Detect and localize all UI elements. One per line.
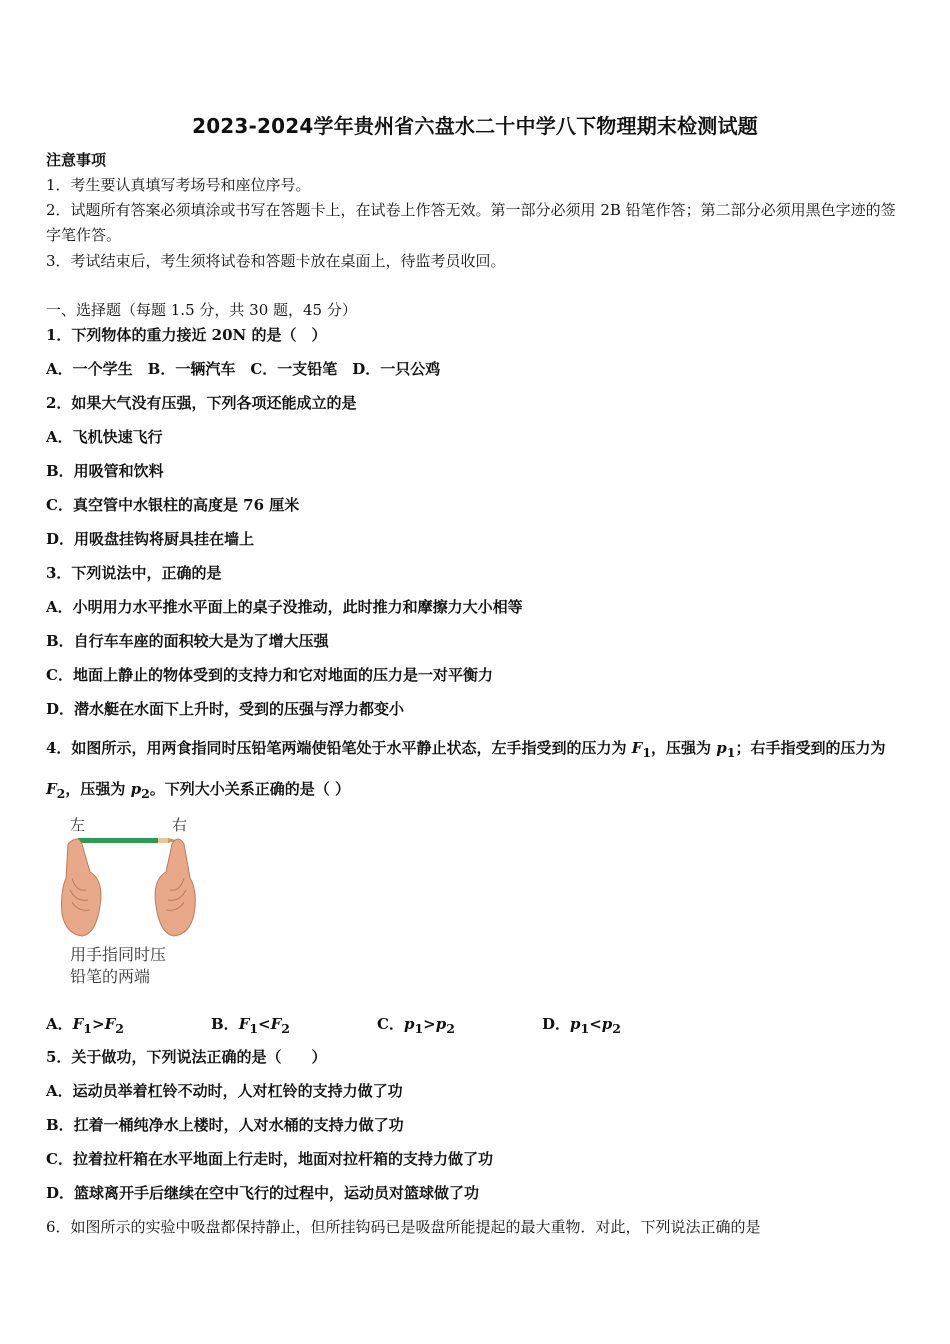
question-3-stem: 3．下列说法中，正确的是: [46, 564, 222, 582]
question-1-options: A．一个学生 B．一辆汽车 C．一支铅笔 D．一只公鸡: [46, 360, 441, 378]
question-1-stem: 1．下列物体的重力接近 20N 的是（ ）: [46, 326, 327, 344]
notice-item-1: 1．考生要认真填写考场号和座位序号。: [46, 176, 311, 194]
question-2-option-b: B．用吸管和饮料: [46, 462, 164, 480]
question-2-option-a: A．飞机快速飞行: [46, 428, 163, 446]
question-5-option-c: C．拉着拉杆箱在水平地面上行走时，地面对拉杆箱的支持力做了功: [46, 1150, 493, 1168]
hands-pressing-pencil-illustration: [60, 832, 210, 962]
question-5-stem: 5．关于做功，下列说法正确的是（ ）: [46, 1048, 327, 1066]
figure-label-left: 左: [70, 816, 86, 834]
question-4-options: [46, 1013, 746, 1035]
question-2-option-d: D．用吸盘挂钩将厨具挂在墙上: [46, 530, 255, 548]
question-4-stem: 4．如图所示，用两食指同时压铅笔两端使铅笔处于水平静止状态，左手指受到的压力为 $F_1$，压强为 $p_1$；右手指受到的压力为 $F_2$，压强为 $p_2$。下列大小关系正确的是（ ）: [46, 739, 886, 801]
question-4-option-c: C．$p_1>p_2$: [377, 1015, 455, 1036]
question-3-option-c: C．地面上静止的物体受到的支持力和它对地面的压力是一对平衡力: [46, 666, 493, 684]
question-5-option-b: B．扛着一桶纯净水上楼时，人对水桶的支持力做了功: [46, 1116, 404, 1134]
question-5-option-a: A．运动员举着杠铃不动时，人对杠铃的支持力做了功: [46, 1082, 403, 1100]
question-3-option-a: A．小明用力水平推水平面上的桌子没推动，此时推力和摩擦力大小相等: [46, 598, 523, 616]
pencil-fingers-figure: [60, 812, 210, 992]
notice-item-3: 3．考试结束后，考生须将试卷和答题卡放在桌面上，待监考员收回。: [46, 252, 506, 270]
question-5-option-d: D．篮球离开手后继续在空中飞行的过程中，运动员对篮球做了功: [46, 1184, 480, 1202]
question-2-stem: 2．如果大气没有压强，下列各项还能成立的是: [46, 394, 357, 412]
question-4-option-d: D．$p_1<p_2$: [542, 1015, 621, 1036]
question-3-option-d: D．潜水艇在水面下上升时，受到的压强与浮力都变小: [46, 700, 405, 718]
question-2-option-c: C．真空管中水银柱的高度是 76 厘米: [46, 496, 300, 514]
question-4-option-a: A．$F_1>F_2$: [46, 1015, 124, 1036]
question-4-option-b: B．$F_1<F_2$: [211, 1015, 290, 1036]
figure-caption-line-1: 用手指同时压: [70, 945, 167, 964]
page-title: 2023-2024学年贵州省六盘水二十中学八下物理期末检测试题: [192, 114, 758, 138]
notice-item-2: 2．试题所有答案必须填涂或书写在答题卡上，在试卷上作答无效。第一部分必须用 2B 铅笔作答；第二部分必须用黑色字迹的签字笔作答。: [46, 201, 896, 244]
notice-heading: 注意事项: [46, 151, 107, 169]
figure-caption-line-2: 铅笔的两端: [70, 967, 151, 986]
section-heading: 一、选择题（每题 1.5 分，共 30 题，45 分）: [46, 301, 357, 319]
question-6-stem: 6．如图所示的实验中吸盘都保持静止，但所挂钩码已是吸盘所能提起的最大重物．对此，下列说法正确的是: [46, 1218, 761, 1236]
question-3-option-b: B．自行车车座的面积较大是为了增大压强: [46, 632, 329, 650]
figure-label-right: 右: [172, 816, 188, 834]
